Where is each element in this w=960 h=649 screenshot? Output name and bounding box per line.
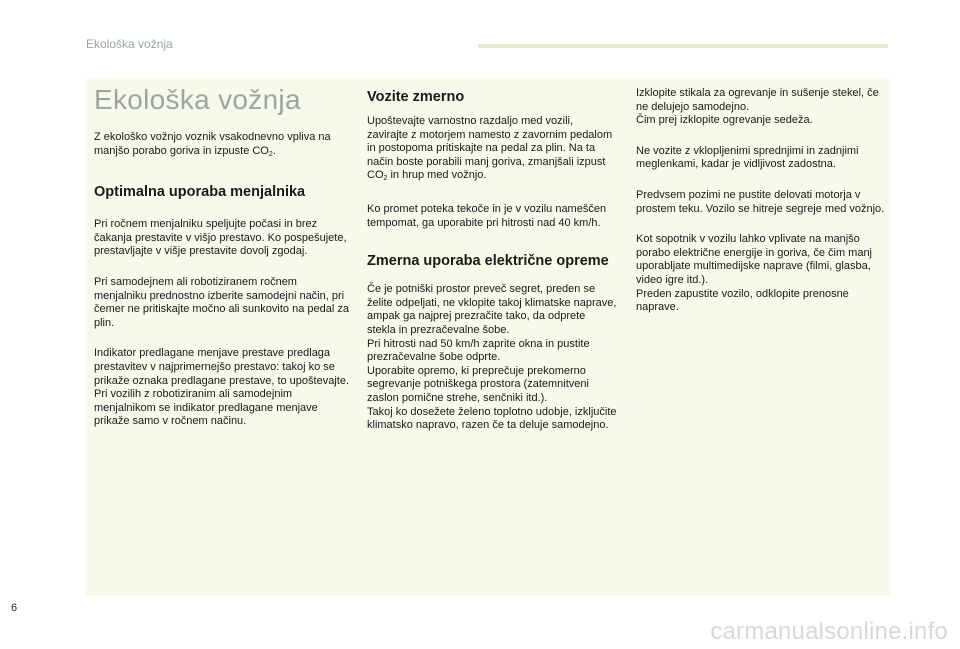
paragraph-cruise-control: Ko promet poteka tekoče in je v vozilu nameščen tempomat, ga uporabite pri hitrosti nad 40 km/h. [367,202,607,229]
content-panel [86,78,890,596]
paragraph-automatic-gearbox: Pri samodejnem ali robotiziranem ročnem menjalniku prednostno izberite samodejni način, pri čemer ne pritiskajte močno ali sunkovito na pedal za plin. [94,275,349,329]
watermark-text: carmanualsonline.info [710,618,948,645]
paragraph-windows: Pri hitrosti nad 50 km/h zaprite okna in pustite prezračevalne šobe odprte. [367,337,590,364]
column-left [94,78,350,429]
paragraph-manual-gearbox: Pri ročnem menjalniku speljujte počasi in brez čakanja prestavite v višjo prestavo. Ko pospešujete, prestavljajte v višje prestavite dovolj zgodaj. [94,218,347,258]
paragraph-safe-distance: Upoštevajte varnostno razdaljo med vozili, zavirajte z motorjem namesto z zavornim pedalom in postopoma pritiskajte na pedal za plin. Na ta način boste porabili manj goriva, zmanjšali izpust $CO_2$ in hrup med vožnjo. [367,115,613,183]
intro-paragraph: Z ekološko vožnjo voznik vsakodnevno vpliva na manjšo porabo goriva in izpuste $CO_2$. [94,131,331,158]
paragraph-gear-indicator: Indikator predlagane menjave prestave predlaga prestavitev v najprimernejšo prestavo: takoj ko se prikaže oznaka predlagane prestave, to upoštevajte. [94,347,349,387]
page-number: 6 [11,602,18,614]
paragraph-gear-indicator-auto: Pri vozilih z robotiziranim ali samodejnim menjalnikom se indikator predlagane menjave prikaže samo v ročnem načinu. [94,388,318,428]
header-accent-bar [478,44,888,48]
paragraph-seat-heating: Čim prej izklopite ogrevanje sedeža. [636,114,813,127]
section-heading-electrical-equipment: Zmerna uporaba električne opreme [367,253,609,270]
paragraph-climate-ventilation: Če je potniški prostor preveč segret, preden se želite odpeljati, ne vklopite takoj klimatske naprave, ampak ga najprej prezračite tako, da odprete stekla in prezračevalne šobe. [367,283,617,336]
column-middle [367,78,617,433]
paragraph-idling: Predvsem pozimi ne pustite delovati motorja v prostem teku. Vozilo se hitreje segreje med vožnjo. [636,188,885,215]
paragraph-portable-devices: Preden zapustite vozilo, odklopite prenosne naprave. [636,287,849,314]
section-heading-gearbox: Optimalna uporaba menjalnika [94,184,306,201]
section-header-title: Ekološka vožnja [86,37,173,51]
paragraph-sun-screen: Uporabite opremo, ki preprečuje prekomerno segrevanje potniškega prostora (zatemnitveni zaslon pomične strehe, senčniki itd.). [367,364,589,404]
paragraph-climate-off: Takoj ko dosežete želeno toplotno udobje, izključite klimatsko napravo, razen če ta deluje samodejno. [367,405,617,432]
page-title: Ekološka vožnja [94,84,301,115]
section-heading-moderate-driving: Vozite zmerno [367,89,465,105]
paragraph-fog-lamps: Ne vozite z vklopljenimi sprednjimi in zadnjimi meglenkami, kadar je vidljivost zadostna. [636,144,859,171]
paragraph-defrost-switches: Izklopite stikala za ogrevanje in sušenje stekel, če ne delujejo samodejno. [636,87,879,113]
column-right [636,78,886,315]
paragraph-multimedia: Kot sopotnik v vozilu lahko vplivate na manjšo porabo električne energije in goriva, če čim manj uporabljate multimedijske naprave (filmi, glasba, video igre itd.). [636,233,873,286]
